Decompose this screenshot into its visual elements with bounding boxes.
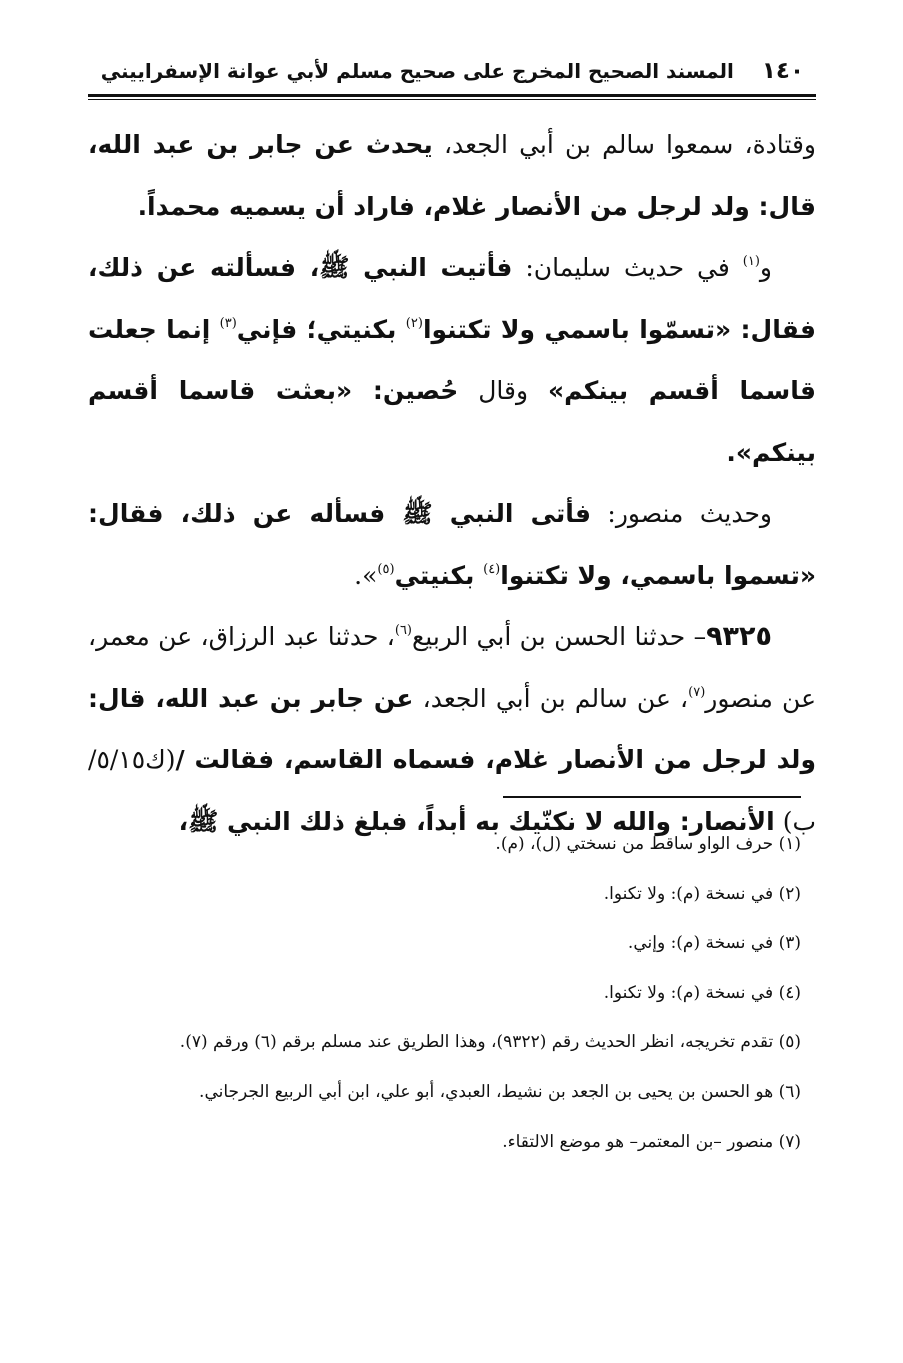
hadith-text: بكنيتي bbox=[394, 560, 484, 590]
narration-text: في حديث سليمان: bbox=[512, 253, 743, 282]
paragraph-4 bbox=[88, 606, 816, 852]
manuscript-folio-marker: (ك٥/١٥/ب) bbox=[88, 745, 816, 836]
footnote-separator bbox=[503, 796, 801, 798]
narration-text: وحديث منصور: bbox=[591, 499, 773, 528]
hadith-text: «تسمّوا باسمي ولا تكتنوا bbox=[422, 314, 732, 344]
footnote-3: (٣) في نسخة (م): وإني. bbox=[627, 933, 801, 954]
narration-text: ، عن سالم بن أبي الجعد، bbox=[413, 683, 689, 713]
book-title: المسند الصحيح المخرج على صحيح مسلم لأبي عوانة الإسفراييني bbox=[100, 59, 734, 83]
footnote-1: (١) حرف الواو ساقط من نسختي (ل)، (م). bbox=[495, 834, 801, 854]
narration-text: و bbox=[759, 253, 772, 282]
hadith-text: إنما جعلت قاسما أقسم بينكم» bbox=[88, 314, 816, 405]
footnote-7: (٧) منصور –بن المعتمر– هو موضع الالتقاء. bbox=[502, 1131, 801, 1152]
hadith-text: عن جابر بن عبد الله، قال: ولد لرجل من الأنصار غلام، فسماه القاسم، فقالت / bbox=[88, 683, 816, 774]
paragraph-2 bbox=[88, 237, 816, 483]
hadith-text: يحدث عن جابر بن عبد الله، قال: ولد لرجل من الأنصار غلام، فاراد أن يسميه محمداً. bbox=[88, 130, 816, 221]
footnotes bbox=[101, 820, 801, 1167]
paragraph-1 bbox=[88, 114, 816, 237]
footnote-6: (٦) هو الحسن بن يحيى بن الجعد بن نشيط، العبدي، أبو علي، ابن أبي الربيع الجرجاني. bbox=[199, 1081, 801, 1102]
narration-text: وقال bbox=[458, 376, 548, 405]
footnote-5: (٥) تقدم تخريجه، انظر الحديث رقم (٩٣٢٢)، وهذا الطريق عند مسلم برقم (٦) ورقم (٧). bbox=[179, 1032, 801, 1053]
running-header bbox=[88, 58, 816, 92]
hadith-text: بكنيتي؛ فإني bbox=[236, 314, 406, 344]
footnote-ref-3[interactable]: (٣) bbox=[219, 315, 237, 331]
page-number: ١٤٠ bbox=[761, 58, 804, 84]
footnote-ref-6[interactable]: (٦) bbox=[394, 623, 412, 638]
header-rule bbox=[88, 94, 816, 100]
hadith-number: ٩٣٢٥ bbox=[706, 621, 772, 652]
hadith-text: الأنصار: والله لا نكنّيك به أبداً، فبلغ ذلك النبي ﷺ، bbox=[178, 806, 775, 836]
footnote-ref-4[interactable]: (٤) bbox=[483, 561, 501, 577]
footnote-4: (٤) في نسخة (م): ولا تكنوا. bbox=[603, 982, 801, 1003]
hadith-text: حُصين: «بعثت قاسما أقسم بينكم». bbox=[88, 376, 816, 467]
footnote-ref-7[interactable]: (٧) bbox=[688, 684, 706, 700]
footnote-2: (٢) في نسخة (م): ولا تكنوا. bbox=[603, 883, 801, 904]
narration-text: وقتادة، سمعوا سالم بن أبي الجعد، bbox=[432, 130, 816, 159]
footnote-ref-1[interactable]: (١) bbox=[742, 254, 760, 269]
footnote-ref-2[interactable]: (٢) bbox=[405, 315, 423, 331]
page-content bbox=[88, 58, 816, 852]
hadith-text: فأتيت النبي ﷺ، فسألته عن ذلك، فقال: bbox=[88, 253, 816, 344]
narration-text: ، حدثنا عبد الرزاق، عن معمر، عن منصور bbox=[88, 622, 816, 713]
narration-text: – حدثنا الحسن بن أبي الربيع bbox=[412, 622, 707, 651]
narration-text: ». bbox=[354, 560, 378, 590]
main-text bbox=[88, 114, 816, 852]
paragraph-3 bbox=[88, 483, 816, 606]
hadith-text: فأتى النبي ﷺ فسأله عن ذلك، فقال: «تسموا باسمي، ولا تكتنوا bbox=[88, 499, 816, 590]
footnote-ref-5[interactable]: (٥) bbox=[377, 561, 395, 577]
